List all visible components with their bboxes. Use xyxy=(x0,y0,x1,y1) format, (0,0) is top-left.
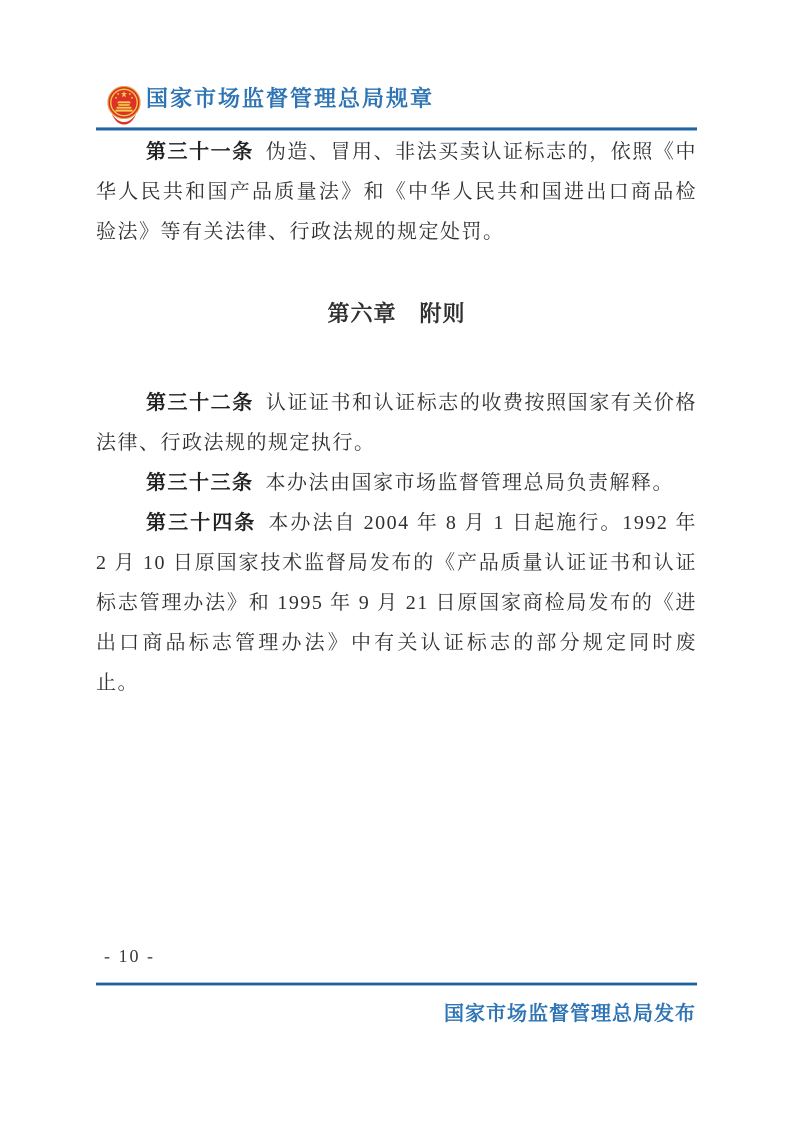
article-number-34: 第三十四条 xyxy=(146,512,257,534)
page-number: - 10 - xyxy=(104,946,155,966)
article-paragraph-31 xyxy=(96,132,697,252)
header-divider xyxy=(96,127,697,131)
article-text-32: 认证证书和认证标志的收费按照国家有关价格法律、行政法规的规定执行。 xyxy=(96,392,697,454)
footer-divider xyxy=(96,982,697,986)
article-paragraph-32 xyxy=(96,383,697,463)
document-header xyxy=(105,84,434,126)
article-paragraph-34 xyxy=(96,503,697,703)
document-body xyxy=(96,132,697,703)
article-paragraph-33 xyxy=(96,463,697,503)
article-number-31: 第三十一条 xyxy=(146,141,254,163)
article-text-33: 本办法由国家市场监督管理总局负责解释。 xyxy=(265,472,674,494)
header-title: 国家市场监督管理总局规章 xyxy=(146,86,435,111)
chapter-heading: 第六章 附则 xyxy=(327,301,466,326)
publisher-label: 国家市场监督管理总局发布 xyxy=(444,1003,696,1025)
article-text-34: 本办法自 2004 年 8 月 1 日起施行。1992 年 2 月 10 日原国家技术监督局发布的《产品质量认证证书和认证标志管理办法》和 1995 年 9 月 21 日原国家商检局发布的《进出口商品标志管理办法》中有关认证标志的部分规定同时废止。 xyxy=(96,512,698,694)
article-number-33: 第三十三条 xyxy=(146,472,254,494)
article-number-32: 第三十二条 xyxy=(146,392,254,414)
article-text-31: 伪造、冒用、非法买卖认证标志的，依照《中华人民共和国产品质量法》和《中华人民共和国进出口商品检验法》等有关法律、行政法规的规定处罚。 xyxy=(96,141,697,243)
national-emblem-icon xyxy=(105,84,143,125)
